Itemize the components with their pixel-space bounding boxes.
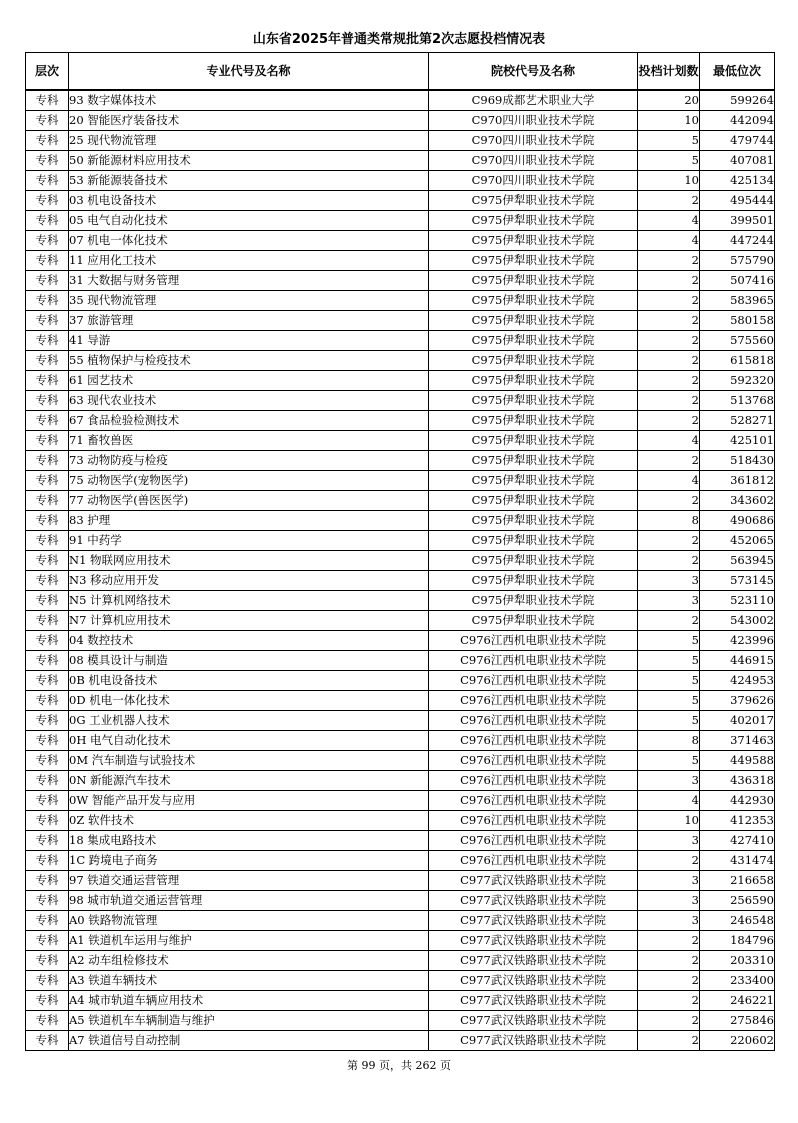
cell-rank: 479744 — [700, 131, 775, 151]
cell-level: 专科 — [26, 531, 69, 551]
table-row — [26, 971, 775, 991]
cell-level: 专科 — [26, 591, 69, 611]
cell-rank: 220602 — [700, 1031, 775, 1051]
cell-school: C975伊犁职业技术学院 — [429, 351, 638, 371]
cell-major: 20 智能医疗装备技术 — [69, 111, 429, 131]
table-row — [26, 791, 775, 811]
cell-major: 41 导游 — [69, 331, 429, 351]
header-level: 层次 — [26, 53, 69, 91]
cell-plan: 2 — [638, 551, 700, 571]
cell-level: 专科 — [26, 411, 69, 431]
cell-rank: 575790 — [700, 251, 775, 271]
cell-plan: 2 — [638, 311, 700, 331]
cell-rank: 592320 — [700, 371, 775, 391]
cell-school: C975伊犁职业技术学院 — [429, 191, 638, 211]
table-row — [26, 811, 775, 831]
header-major: 专业代号及名称 — [69, 53, 429, 91]
cell-level: 专科 — [26, 491, 69, 511]
cell-school: C977武汉铁路职业技术学院 — [429, 991, 638, 1011]
cell-plan: 5 — [638, 631, 700, 651]
table-row — [26, 211, 775, 231]
cell-level: 专科 — [26, 791, 69, 811]
cell-major: 73 动物防疫与检疫 — [69, 451, 429, 471]
cell-level: 专科 — [26, 891, 69, 911]
cell-school: C975伊犁职业技术学院 — [429, 431, 638, 451]
cell-school: C977武汉铁路职业技术学院 — [429, 871, 638, 891]
cell-rank: 513768 — [700, 391, 775, 411]
cell-school: C976江西机电职业技术学院 — [429, 831, 638, 851]
cell-major: 08 模具设计与制造 — [69, 651, 429, 671]
cell-level: 专科 — [26, 431, 69, 451]
table-row — [26, 351, 775, 371]
cell-major: 0B 机电设备技术 — [69, 671, 429, 691]
cell-level: 专科 — [26, 811, 69, 831]
cell-rank: 425101 — [700, 431, 775, 451]
cell-level: 专科 — [26, 351, 69, 371]
cell-major: A3 铁道车辆技术 — [69, 971, 429, 991]
cell-level: 专科 — [26, 571, 69, 591]
table-row — [26, 491, 775, 511]
cell-school: C977武汉铁路职业技术学院 — [429, 1011, 638, 1031]
cell-rank: 452065 — [700, 531, 775, 551]
cell-plan: 3 — [638, 831, 700, 851]
cell-major: 0G 工业机器人技术 — [69, 711, 429, 731]
cell-major: 53 新能源装备技术 — [69, 171, 429, 191]
table-body — [26, 90, 775, 1051]
cell-plan: 3 — [638, 891, 700, 911]
cell-rank: 402017 — [700, 711, 775, 731]
cell-major: 05 电气自动化技术 — [69, 211, 429, 231]
cell-major: A5 铁道机车车辆制造与维护 — [69, 1011, 429, 1031]
cell-plan: 2 — [638, 451, 700, 471]
cell-major: 77 动物医学(兽医医学) — [69, 491, 429, 511]
table-row — [26, 511, 775, 531]
cell-rank: 431474 — [700, 851, 775, 871]
cell-major: 1C 跨境电子商务 — [69, 851, 429, 871]
cell-level: 专科 — [26, 711, 69, 731]
cell-rank: 449588 — [700, 751, 775, 771]
cell-plan: 3 — [638, 911, 700, 931]
table-row — [26, 831, 775, 851]
cell-rank: 424953 — [700, 671, 775, 691]
cell-level: 专科 — [26, 1011, 69, 1031]
cell-rank: 495444 — [700, 191, 775, 211]
cell-plan: 10 — [638, 811, 700, 831]
cell-rank: 423996 — [700, 631, 775, 651]
header-rank: 最低位次 — [700, 53, 775, 91]
cell-rank: 246548 — [700, 911, 775, 931]
cell-plan: 8 — [638, 731, 700, 751]
cell-school: C976江西机电职业技术学院 — [429, 631, 638, 651]
cell-major: 98 城市轨道交通运营管理 — [69, 891, 429, 911]
cell-level: 专科 — [26, 131, 69, 151]
cell-plan: 5 — [638, 671, 700, 691]
cell-major: 07 机电一体化技术 — [69, 231, 429, 251]
cell-school: C975伊犁职业技术学院 — [429, 491, 638, 511]
cell-rank: 379626 — [700, 691, 775, 711]
cell-rank: 407081 — [700, 151, 775, 171]
cell-plan: 2 — [638, 991, 700, 1011]
cell-plan: 10 — [638, 171, 700, 191]
cell-school: C975伊犁职业技术学院 — [429, 551, 638, 571]
cell-plan: 3 — [638, 591, 700, 611]
cell-plan: 2 — [638, 371, 700, 391]
cell-major: 0H 电气自动化技术 — [69, 731, 429, 751]
table-row — [26, 111, 775, 131]
cell-rank: 275846 — [700, 1011, 775, 1031]
cell-level: 专科 — [26, 731, 69, 751]
cell-school: C976江西机电职业技术学院 — [429, 771, 638, 791]
cell-plan: 2 — [638, 931, 700, 951]
cell-school: C975伊犁职业技术学院 — [429, 411, 638, 431]
cell-plan: 5 — [638, 691, 700, 711]
cell-level: 专科 — [26, 611, 69, 631]
cell-major: N7 计算机应用技术 — [69, 611, 429, 631]
cell-level: 专科 — [26, 951, 69, 971]
cell-school: C975伊犁职业技术学院 — [429, 251, 638, 271]
cell-major: 11 应用化工技术 — [69, 251, 429, 271]
cell-major: N5 计算机网络技术 — [69, 591, 429, 611]
cell-school: C976江西机电职业技术学院 — [429, 851, 638, 871]
cell-major: 31 大数据与财务管理 — [69, 271, 429, 291]
table-row — [26, 251, 775, 271]
cell-level: 专科 — [26, 331, 69, 351]
cell-plan: 2 — [638, 851, 700, 871]
cell-school: C975伊犁职业技术学院 — [429, 611, 638, 631]
cell-rank: 523110 — [700, 591, 775, 611]
cell-school: C975伊犁职业技术学院 — [429, 571, 638, 591]
cell-rank: 543002 — [700, 611, 775, 631]
cell-level: 专科 — [26, 631, 69, 651]
cell-school: C975伊犁职业技术学院 — [429, 231, 638, 251]
table-row — [26, 951, 775, 971]
cell-plan: 2 — [638, 611, 700, 631]
cell-major: N1 物联网应用技术 — [69, 551, 429, 571]
page-number: 第 99 页，共 262 页 — [347, 1059, 451, 1072]
cell-school: C975伊犁职业技术学院 — [429, 271, 638, 291]
cell-level: 专科 — [26, 691, 69, 711]
cell-plan: 2 — [638, 1011, 700, 1031]
cell-major: 50 新能源材料应用技术 — [69, 151, 429, 171]
cell-level: 专科 — [26, 151, 69, 171]
cell-level: 专科 — [26, 171, 69, 191]
cell-rank: 203310 — [700, 951, 775, 971]
cell-major: 03 机电设备技术 — [69, 191, 429, 211]
cell-major: 61 园艺技术 — [69, 371, 429, 391]
cell-school: C970四川职业技术学院 — [429, 151, 638, 171]
cell-school: C975伊犁职业技术学院 — [429, 331, 638, 351]
cell-major: N3 移动应用开发 — [69, 571, 429, 591]
table-row — [26, 631, 775, 651]
cell-school: C976江西机电职业技术学院 — [429, 731, 638, 751]
table-row — [26, 751, 775, 771]
cell-level: 专科 — [26, 371, 69, 391]
cell-plan: 8 — [638, 511, 700, 531]
cell-school: C975伊犁职业技术学院 — [429, 211, 638, 231]
cell-rank: 233400 — [700, 971, 775, 991]
cell-major: 04 数控技术 — [69, 631, 429, 651]
cell-rank: 412353 — [700, 811, 775, 831]
table-row — [26, 90, 775, 111]
cell-major: A0 铁路物流管理 — [69, 911, 429, 931]
table-row — [26, 911, 775, 931]
cell-major: 67 食品检验检测技术 — [69, 411, 429, 431]
cell-major: 91 中药学 — [69, 531, 429, 551]
cell-rank: 563945 — [700, 551, 775, 571]
cell-major: A4 城市轨道车辆应用技术 — [69, 991, 429, 1011]
cell-rank: 528271 — [700, 411, 775, 431]
cell-rank: 447244 — [700, 231, 775, 251]
header-school: 院校代号及名称 — [429, 53, 638, 91]
table-row — [26, 551, 775, 571]
cell-rank: 442094 — [700, 111, 775, 131]
table-row — [26, 711, 775, 731]
table-row — [26, 991, 775, 1011]
cell-school: C976江西机电职业技术学院 — [429, 791, 638, 811]
cell-school: C977武汉铁路职业技术学院 — [429, 891, 638, 911]
table-header-row — [26, 53, 775, 91]
cell-rank: 436318 — [700, 771, 775, 791]
cell-school: C977武汉铁路职业技术学院 — [429, 1031, 638, 1051]
table-row — [26, 271, 775, 291]
cell-major: 97 铁道交通运营管理 — [69, 871, 429, 891]
table-row — [26, 871, 775, 891]
cell-plan: 4 — [638, 211, 700, 231]
table-row — [26, 411, 775, 431]
cell-level: 专科 — [26, 271, 69, 291]
table-row — [26, 611, 775, 631]
table-row — [26, 291, 775, 311]
cell-school: C976江西机电职业技术学院 — [429, 711, 638, 731]
table-row — [26, 431, 775, 451]
cell-school: C975伊犁职业技术学院 — [429, 511, 638, 531]
table-row — [26, 331, 775, 351]
cell-level: 专科 — [26, 90, 69, 111]
cell-rank: 425134 — [700, 171, 775, 191]
table-row — [26, 391, 775, 411]
cell-level: 专科 — [26, 831, 69, 851]
table-row — [26, 671, 775, 691]
cell-level: 专科 — [26, 391, 69, 411]
cell-level: 专科 — [26, 651, 69, 671]
cell-school: C976江西机电职业技术学院 — [429, 691, 638, 711]
table-row — [26, 231, 775, 251]
cell-school: C976江西机电职业技术学院 — [429, 651, 638, 671]
cell-major: A2 动车组检修技术 — [69, 951, 429, 971]
cell-rank: 442930 — [700, 791, 775, 811]
cell-level: 专科 — [26, 251, 69, 271]
cell-plan: 4 — [638, 231, 700, 251]
cell-rank: 580158 — [700, 311, 775, 331]
cell-major: 0D 机电一体化技术 — [69, 691, 429, 711]
cell-plan: 2 — [638, 1031, 700, 1051]
cell-rank: 507416 — [700, 271, 775, 291]
cell-rank: 518430 — [700, 451, 775, 471]
cell-rank: 184796 — [700, 931, 775, 951]
cell-plan: 5 — [638, 151, 700, 171]
cell-rank: 573145 — [700, 571, 775, 591]
cell-level: 专科 — [26, 311, 69, 331]
cell-plan: 2 — [638, 951, 700, 971]
table-row — [26, 531, 775, 551]
cell-plan: 2 — [638, 191, 700, 211]
cell-school: C975伊犁职业技术学院 — [429, 591, 638, 611]
cell-school: C976江西机电职业技术学院 — [429, 811, 638, 831]
cell-plan: 2 — [638, 391, 700, 411]
cell-plan: 2 — [638, 411, 700, 431]
cell-school: C977武汉铁路职业技术学院 — [429, 951, 638, 971]
cell-level: 专科 — [26, 471, 69, 491]
cell-rank: 490686 — [700, 511, 775, 531]
cell-school: C975伊犁职业技术学院 — [429, 371, 638, 391]
cell-plan: 5 — [638, 651, 700, 671]
cell-major: 18 集成电路技术 — [69, 831, 429, 851]
table-row — [26, 731, 775, 751]
cell-level: 专科 — [26, 211, 69, 231]
cell-rank: 371463 — [700, 731, 775, 751]
cell-school: C977武汉铁路职业技术学院 — [429, 911, 638, 931]
cell-plan: 2 — [638, 291, 700, 311]
table-row — [26, 371, 775, 391]
table-row — [26, 851, 775, 871]
table-row — [26, 891, 775, 911]
cell-major: 0M 汽车制造与试验技术 — [69, 751, 429, 771]
table-row — [26, 691, 775, 711]
cell-level: 专科 — [26, 551, 69, 571]
admission-table — [25, 52, 775, 1051]
cell-major: 55 植物保护与检疫技术 — [69, 351, 429, 371]
table-row — [26, 1011, 775, 1031]
header-plan: 投档计划数 — [638, 53, 700, 91]
cell-plan: 2 — [638, 971, 700, 991]
cell-school: C977武汉铁路职业技术学院 — [429, 931, 638, 951]
cell-school: C975伊犁职业技术学院 — [429, 391, 638, 411]
cell-major: 0N 新能源汽车技术 — [69, 771, 429, 791]
cell-plan: 4 — [638, 791, 700, 811]
cell-rank: 361812 — [700, 471, 775, 491]
cell-school: C975伊犁职业技术学院 — [429, 471, 638, 491]
cell-plan: 2 — [638, 351, 700, 371]
cell-plan: 5 — [638, 751, 700, 771]
cell-plan: 3 — [638, 571, 700, 591]
cell-school: C970四川职业技术学院 — [429, 131, 638, 151]
cell-level: 专科 — [26, 931, 69, 951]
cell-major: A1 铁道机车运用与维护 — [69, 931, 429, 951]
table-row — [26, 931, 775, 951]
cell-level: 专科 — [26, 871, 69, 891]
table-row — [26, 131, 775, 151]
cell-plan: 3 — [638, 771, 700, 791]
table-row — [26, 571, 775, 591]
cell-plan: 2 — [638, 531, 700, 551]
cell-major: 35 现代物流管理 — [69, 291, 429, 311]
cell-rank: 599264 — [700, 90, 775, 111]
cell-major: A7 铁道信号自动控制 — [69, 1031, 429, 1051]
cell-school: C975伊犁职业技术学院 — [429, 451, 638, 471]
cell-major: 75 动物医学(宠物医学) — [69, 471, 429, 491]
cell-plan: 20 — [638, 90, 700, 111]
cell-rank: 427410 — [700, 831, 775, 851]
cell-level: 专科 — [26, 671, 69, 691]
cell-rank: 216658 — [700, 871, 775, 891]
cell-plan: 4 — [638, 471, 700, 491]
cell-level: 专科 — [26, 971, 69, 991]
cell-level: 专科 — [26, 751, 69, 771]
cell-plan: 5 — [638, 131, 700, 151]
cell-major: 83 护理 — [69, 511, 429, 531]
cell-plan: 4 — [638, 431, 700, 451]
cell-plan: 10 — [638, 111, 700, 131]
cell-major: 93 数字媒体技术 — [69, 90, 429, 111]
table-row — [26, 591, 775, 611]
cell-plan: 2 — [638, 491, 700, 511]
cell-major: 0Z 软件技术 — [69, 811, 429, 831]
cell-rank: 343602 — [700, 491, 775, 511]
cell-school: C970四川职业技术学院 — [429, 171, 638, 191]
table-row — [26, 771, 775, 791]
cell-rank: 583965 — [700, 291, 775, 311]
cell-school: C975伊犁职业技术学院 — [429, 291, 638, 311]
cell-rank: 446915 — [700, 651, 775, 671]
table-row — [26, 171, 775, 191]
cell-rank: 256590 — [700, 891, 775, 911]
cell-major: 63 现代农业技术 — [69, 391, 429, 411]
cell-major: 37 旅游管理 — [69, 311, 429, 331]
cell-school: C975伊犁职业技术学院 — [429, 531, 638, 551]
cell-level: 专科 — [26, 511, 69, 531]
cell-school: C976江西机电职业技术学院 — [429, 751, 638, 771]
table-row — [26, 151, 775, 171]
page-title: 山东省2025年普通类常规批第2次志愿投档情况表 — [252, 32, 546, 47]
cell-plan: 2 — [638, 331, 700, 351]
cell-plan: 5 — [638, 711, 700, 731]
cell-level: 专科 — [26, 911, 69, 931]
table-row — [26, 451, 775, 471]
cell-rank: 399501 — [700, 211, 775, 231]
cell-school: C970四川职业技术学院 — [429, 111, 638, 131]
table-row — [26, 651, 775, 671]
cell-level: 专科 — [26, 231, 69, 251]
cell-level: 专科 — [26, 771, 69, 791]
table-row — [26, 471, 775, 491]
cell-level: 专科 — [26, 1031, 69, 1051]
cell-school: C976江西机电职业技术学院 — [429, 671, 638, 691]
table-row — [26, 1031, 775, 1051]
cell-school: C977武汉铁路职业技术学院 — [429, 971, 638, 991]
cell-rank: 246221 — [700, 991, 775, 1011]
cell-level: 专科 — [26, 991, 69, 1011]
cell-level: 专科 — [26, 111, 69, 131]
table-row — [26, 311, 775, 331]
cell-plan: 2 — [638, 271, 700, 291]
cell-level: 专科 — [26, 851, 69, 871]
cell-level: 专科 — [26, 291, 69, 311]
cell-major: 25 现代物流管理 — [69, 131, 429, 151]
table-row — [26, 191, 775, 211]
cell-rank: 575560 — [700, 331, 775, 351]
cell-school: C969成都艺术职业大学 — [429, 90, 638, 111]
cell-rank: 615818 — [700, 351, 775, 371]
cell-level: 专科 — [26, 451, 69, 471]
cell-plan: 2 — [638, 251, 700, 271]
cell-level: 专科 — [26, 191, 69, 211]
cell-major: 0W 智能产品开发与应用 — [69, 791, 429, 811]
cell-school: C975伊犁职业技术学院 — [429, 311, 638, 331]
cell-plan: 3 — [638, 871, 700, 891]
cell-major: 71 畜牧兽医 — [69, 431, 429, 451]
